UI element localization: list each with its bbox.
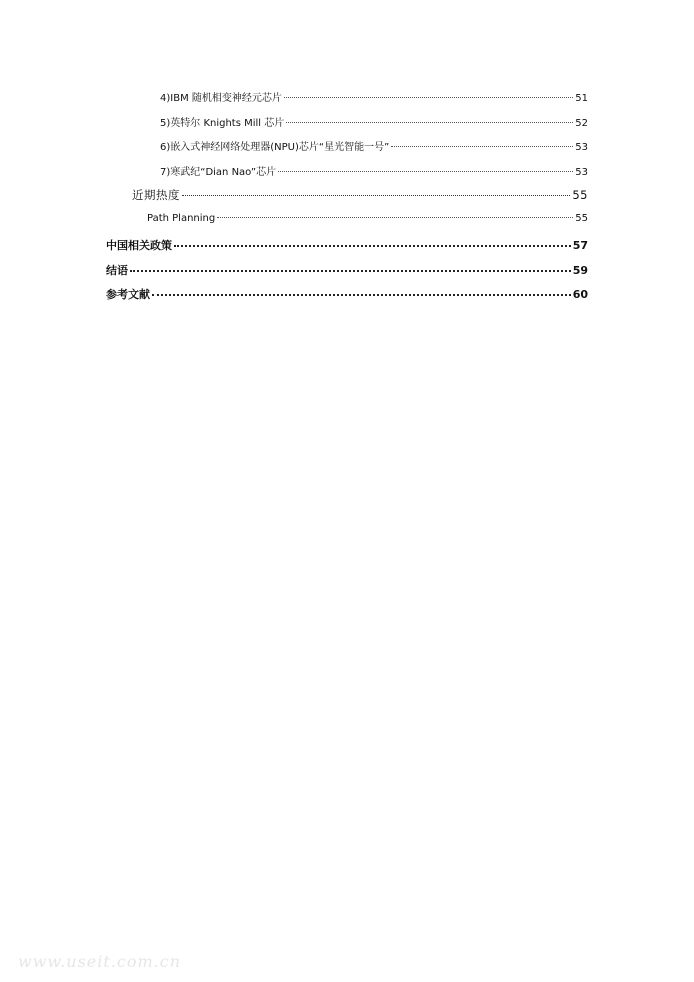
toc-entry-page: 55 (572, 188, 588, 202)
dot-leader (217, 217, 573, 218)
dot-leader (152, 294, 571, 296)
toc-entry-title: 6)嵌入式神经网络处理器(NPU)芯片“星光智能一号” (160, 142, 390, 153)
toc-entry-references[interactable] (106, 286, 588, 302)
dot-leader (391, 146, 573, 147)
toc-entry-page: 53 (575, 142, 588, 153)
toc-entry-title: 5)英特尔 Knights Mill 芯片 (160, 118, 285, 129)
toc-entry-page: 51 (575, 93, 588, 104)
toc-entry-page: 59 (572, 264, 588, 277)
toc-entry-title: 4)IBM 随机相变神经元芯片 (160, 93, 282, 104)
dot-leader (182, 195, 570, 196)
toc-entry-conclusion[interactable] (106, 262, 588, 278)
dot-leader (278, 171, 573, 172)
toc-entry-cambricon-chip[interactable] (160, 163, 588, 178)
watermark: www.useit.com.cn (18, 952, 182, 971)
toc-entry-page: 52 (575, 118, 588, 129)
toc-entry-path-planning[interactable] (147, 213, 588, 224)
toc-entry-title: 7)寒武纪“Dian Nao”芯片 (160, 167, 277, 178)
toc-entry-title: 结语 (106, 264, 128, 277)
dot-leader (284, 97, 573, 98)
toc-entry-page: 55 (575, 213, 588, 224)
toc-entry-ibm-chip[interactable] (160, 89, 588, 104)
dot-leader (286, 122, 573, 123)
toc-entry-intel-knights-mill[interactable] (160, 114, 588, 129)
toc-entry-title: 参考文献 (106, 288, 150, 301)
toc-entry-recent-trends[interactable] (132, 187, 588, 203)
toc-entry-china-policy[interactable] (106, 237, 588, 253)
toc-entry-page: 60 (572, 288, 588, 301)
toc-entry-page: 53 (575, 167, 588, 178)
toc-entry-title: 中国相关政策 (106, 239, 172, 252)
dot-leader (130, 270, 571, 272)
dot-leader (174, 245, 571, 247)
toc-entry-title: 近期热度 (132, 188, 180, 202)
toc-entry-page: 57 (572, 239, 588, 252)
toc-entry-title: Path Planning (147, 213, 216, 224)
toc-entry-npu-chip[interactable] (160, 138, 588, 153)
